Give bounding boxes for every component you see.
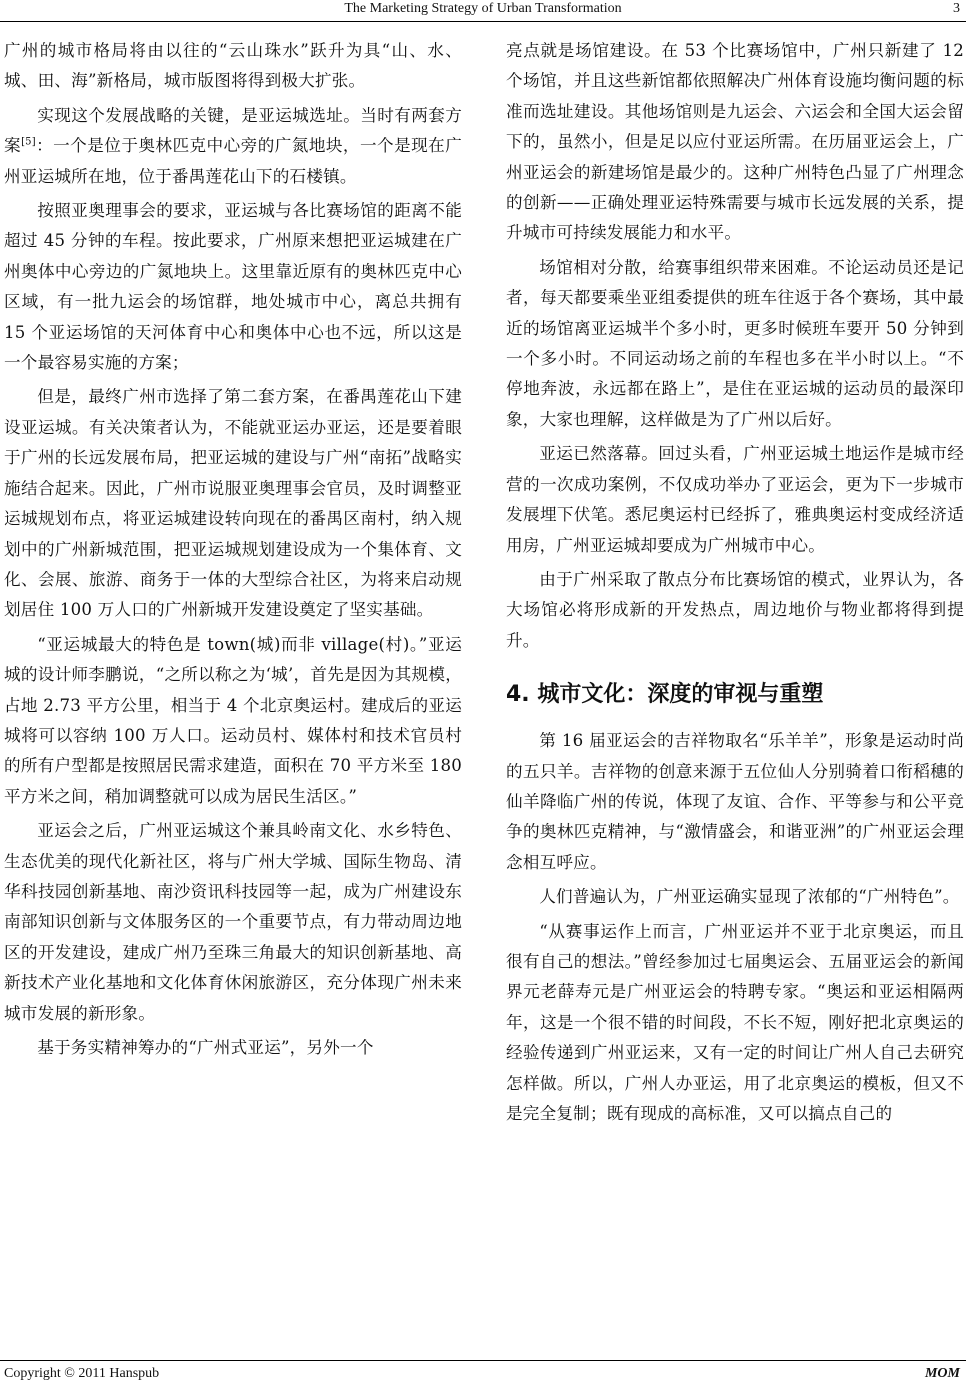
copyright-notice: Copyright © 2011 Hanspub [4, 1366, 160, 1381]
paragraph: “从赛事运作上而言，广州亚运并不亚于北京奥运，而且很有自己的想法。”曾经参加过七届奥运会、五届亚运会的新闻界元老薛寿元是广州亚运会的特聘专家。“奥运和亚运相隔两年，这是一个很不错的时间段，不长不短，刚好把北京奥运的经验传递到广州亚运来，又有一定的时间让广州人自己去研究怎样做。所以，广州人办亚运，用了北京奥运的模板，但又不是完全复制；既有现成的高标准，又可以搞点自己的 [506, 921, 964, 1123]
paragraph-text: ：一个是位于奥林匹克中心旁的广氮地块，一个是现在广州亚运城所在地，位于番禺莲花山下的石楼镇。 [4, 136, 462, 186]
footer-divider [0, 1360, 966, 1361]
citation-reference[interactable]: [5] [21, 136, 36, 148]
header-divider [0, 21, 966, 22]
paragraph: 第 16 届亚运会的吉祥物取名“乐羊羊”，形象是运动时尚的五只羊。吉祥物的创意来源于五位仙人分别骑着口衔稻穗的仙羊降临广州的传说，体现了友谊、合作、平等参与和公平竞争的奥林匹克精神，与“激情盛会，和谐亚洲”的广州亚运会理念相互呼应。 [506, 731, 964, 872]
paragraph: 人们普遍认为，广州亚运确实显现了浓郁的“广州特色”。 [539, 887, 960, 907]
paragraph: 但是，最终广州市选择了第二套方案，在番禺莲花山下建设亚运城。有关决策者认为，不能就亚运办亚运，还是要着眼于广州的长远发展布局，把亚运城的建设与广州“南拓”战略实施结合起来。因此，广州市说服亚奥理事会官员，及时调整亚运城规划布点，将亚运城建设转向现在的番禺区南村，纳入规划中的广州新城范围，把亚运城规划建设成为一个集体育、文化、会展、旅游、商务于一体的大型综合社区，为将来启动规划居住 100 万人口的广州新城开发建设奠定了坚实基础。 [4, 387, 462, 620]
paragraph: 亮点就是场馆建设。在 53 个比赛场馆中，广州只新建了 12 个场馆，并且这些新馆都依照解决广州体育设施均衡问题的标准而选址建设。其他场馆则是九运会、六运会和全国大运会留下的，虽然小，但是足以应付亚运所需。在历届亚运会上，广州亚运会的新建场馆是最少的。这种广州特色凸显了广州理念的创新——正确处理亚运特殊需要与城市长远发展的关系，提升城市可持续发展能力和水平。 [506, 41, 964, 243]
paragraph: “亚运城最大的特色是 town(城)而非 village(村)。”亚运城的设计师李鹏说，“之所以称之为‘城’，首先是因为其规模，占地 2.73 平方公里，相当于 4 个北京奥运村。建成后的亚运城将可以容纳 100 万人口。运动员村、媒体村和技术官员村的所有户型都是按照居民需求建造，面积在 70 平方米至 180 平方米之间，稍加调整就可以成为居民生活区。” [4, 634, 462, 806]
paragraph: 亚运已然落幕。回过头看，广州亚运城土地运作是城市经营的一次成功案例，不仅成功举办了亚运会，更为下一步城市发展埋下伏笔。悉尼奥运村已经拆了，雅典奥运村变成经济适用房，广州亚运城却要成为广州城市中心。 [506, 444, 964, 555]
left-column [4, 36, 462, 1336]
paragraph-text: 实现这个发展战略的关键，是亚运城选址。当时有两套方案 [4, 105, 462, 156]
paragraph [4, 101, 462, 192]
page-header [0, 0, 966, 22]
right-column [506, 36, 964, 1336]
paragraph: 基于务实精神筹办的“广州式亚运”，另外一个 [37, 1038, 374, 1057]
section-heading: 4. 城市文化：深度的审视与重塑 [506, 682, 824, 708]
page-number: 3 [953, 1, 960, 16]
paragraph: 由于广州采取了散点分布比赛场馆的模式，业界认为，各大场馆必将形成新的开发热点，周边地价与物业都将得到提升。 [506, 569, 964, 650]
paragraph: 广州的城市格局将由以往的“云山珠水”跃升为具“山、水、城、田、海”新格局，城市版图将得到极大扩张。 [4, 41, 462, 91]
paragraph: 按照亚奥理事会的要求，亚运城与各比赛场馆的距离不能超过 45 分钟的车程。按此要求，广州原来想把亚运城建在广州奥体中心旁边的广氮地块上。这里靠近原有的奥林匹克中心区域，有一批九运会的场馆群，地处城市中心，离总共拥有 15 个亚运场馆的天河体育中心和奥体中心也不远，所以这是一个最容易实施的方案； [4, 201, 462, 373]
paragraph: 亚运会之后，广州亚运城这个兼具岭南文化、水乡特色、生态优美的现代化新社区，将与广州大学城、国际生物岛、清华科技园创新基地、南沙资讯科技园等一起，成为广州建设东南部知识创新与文体服务区的一个重要节点，有力带动周边地区的开发建设，建成广州乃至珠三角最大的知识创新基地、高新技术产业化基地和文化体育休闲旅游区，充分体现广州未来城市发展的新形象。 [4, 821, 462, 1023]
running-title: The Marketing Strategy of Urban Transformation [344, 1, 622, 16]
paragraph: 场馆相对分散，给赛事组织带来困难。不论运动员还是记者，每天都要乘坐亚组委提供的班车往返于各个赛场，其中最近的场馆离亚运城半个多小时，更多时候班车要开 50 分钟到一个多小时。不同运动场之前的车程也多在半小时以上。“不停地奔波，永远都在路上”，是住在亚运城的运动员的最深印象，大家也理解，这样做是为了广州以后好。 [506, 257, 964, 429]
journal-abbreviation: MOM [924, 1366, 960, 1381]
